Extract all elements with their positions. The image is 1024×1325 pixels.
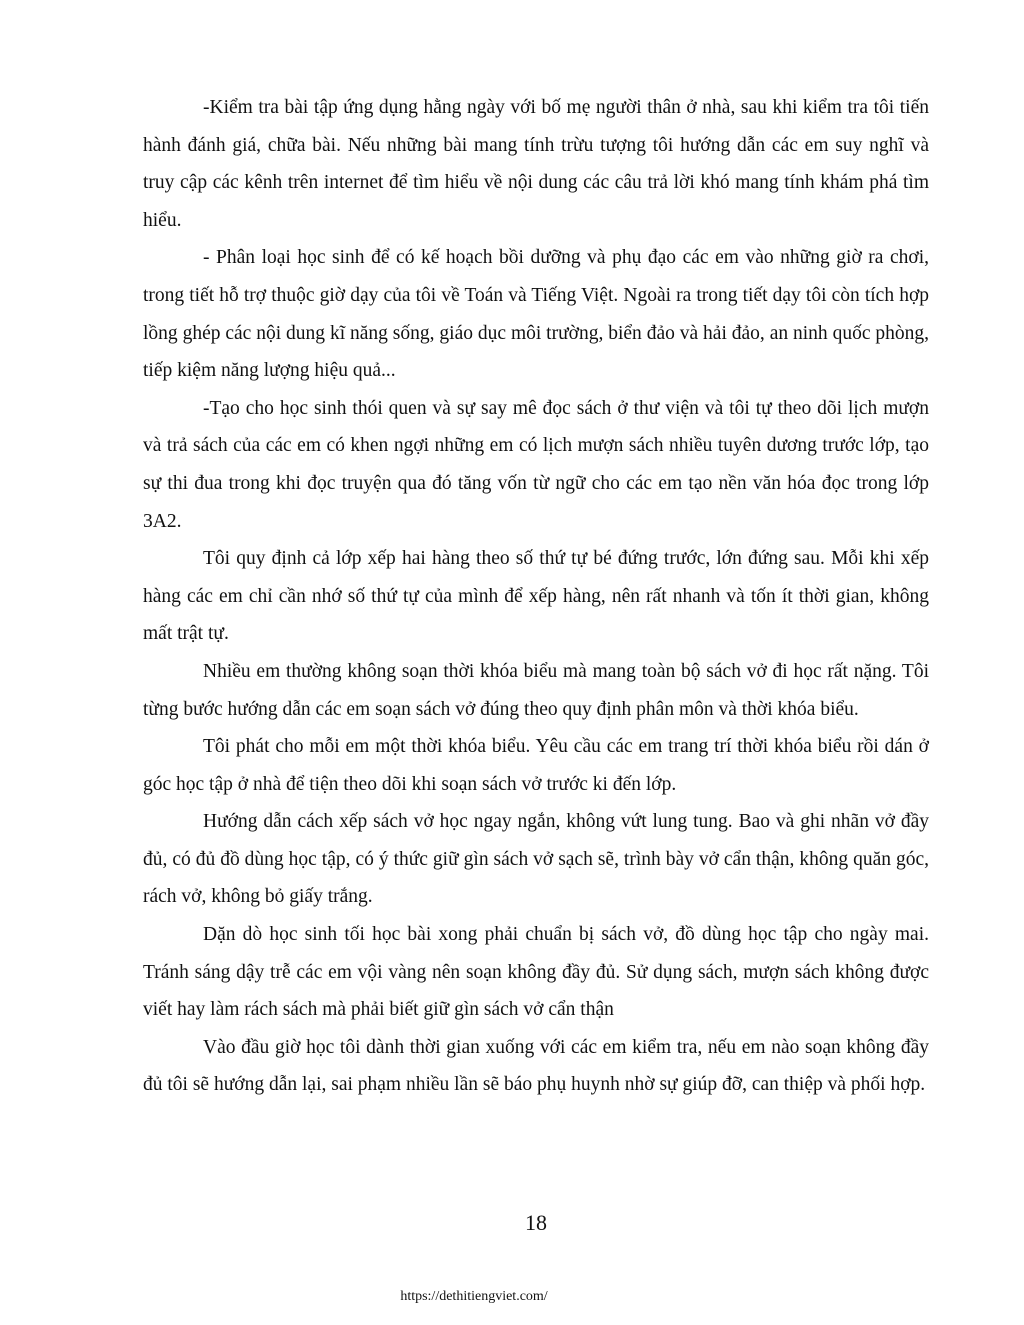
page-number: 18 bbox=[525, 1210, 547, 1235]
paragraph-6: Tôi phát cho mỗi em một thời khóa biểu. Yêu cầu các em trang trí thời khóa biểu rồi dán ở góc học tập ở nhà để tiện theo dõi khi soạn sách vở trước ki đến lớp. bbox=[143, 736, 929, 795]
paragraph-4: Tôi quy định cả lớp xếp hai hàng theo số thứ tự bé đứng trước, lớn đứng sau. Mỗi khi xếp hàng các em chỉ cần nhớ số thứ tự của mình để xếp hàng, nên rất nhanh và tốn ít thời gian, không mất trật tự. bbox=[143, 548, 929, 645]
paragraph-2: - Phân loại học sinh để có kế hoạch bồi dưỡng và phụ đạo các em vào những giờ ra chơi, trong tiết hỗ trợ thuộc giờ dạy của tôi về Toán và Tiếng Việt. Ngoài ra trong tiết dạy tôi còn tích hợp lồng ghép các nội dung kĩ năng sống, giáo dục môi trường, biển đảo và hải đảo, an ninh quốc phòng, tiếp kiệm năng lượng hiệu quả... bbox=[143, 247, 929, 382]
paragraph-5: Nhiều em thường không soạn thời khóa biểu mà mang toàn bộ sách vở đi học rất nặng. Tôi từng bước hướng dẫn các em soạn sách vở đúng theo quy định phân môn và thời khóa biểu. bbox=[143, 660, 929, 720]
document-body bbox=[143, 89, 929, 1104]
footer-url-link[interactable]: https://dethitiengviet.com/ bbox=[400, 1289, 548, 1304]
paragraph-3: -Tạo cho học sinh thói quen và sự say mê đọc sách ở thư viện và tôi tự theo dõi lịch mượn và trả sách của các em có khen ngợi những em có lịch mượn sách nhiều tuyên dương trước lớp, tạo sự thi đua trong khi đọc truyện qua đó tăng vốn từ ngữ cho các em tạo nền văn hóa đọc trong lớp 3A2. bbox=[143, 397, 929, 532]
paragraph-7: Hướng dẫn cách xếp sách vở học ngay ngắn, không vứt lung tung. Bao và ghi nhãn vở đầy đủ, có đủ đồ dùng học tập, có ý thức giữ gìn sách vở sạch sẽ, trình bày vở cẩn thận, không quăn góc, rách vở, không bỏ giấy trắng. bbox=[143, 811, 929, 908]
paragraph-8: Dặn dò học sinh tối học bài xong phải chuẩn bị sách vở, đồ dùng học tập cho ngày mai. Tránh sáng dậy trễ các em vội vàng nên soạn không đầy đủ. Sử dụng sách, mượn sách không được viết hay làm rách sách mà phải biết giữ gìn sách vở cẩn thận bbox=[143, 924, 929, 1021]
paragraph-9: Vào đầu giờ học tôi dành thời gian xuống với các em kiểm tra, nếu em nào soạn không đầy đủ tôi sẽ hướng dẫn lại, sai phạm nhiều lần sẽ báo phụ huynh nhờ sự giúp đỡ, can thiệp và phối hợp. bbox=[143, 1036, 929, 1096]
paragraph-1: -Kiểm tra bài tập ứng dụng hằng ngày với bố mẹ người thân ở nhà, sau khi kiểm tra tôi tiến hành đánh giá, chữa bài. Nếu những bài mang tính trừu tượng tôi hướng dẫn các em suy nghĩ và truy cập các kênh trên internet để tìm hiểu về nội dung các câu trả lời khó mang tính khám phá tìm hiểu. bbox=[143, 97, 929, 231]
